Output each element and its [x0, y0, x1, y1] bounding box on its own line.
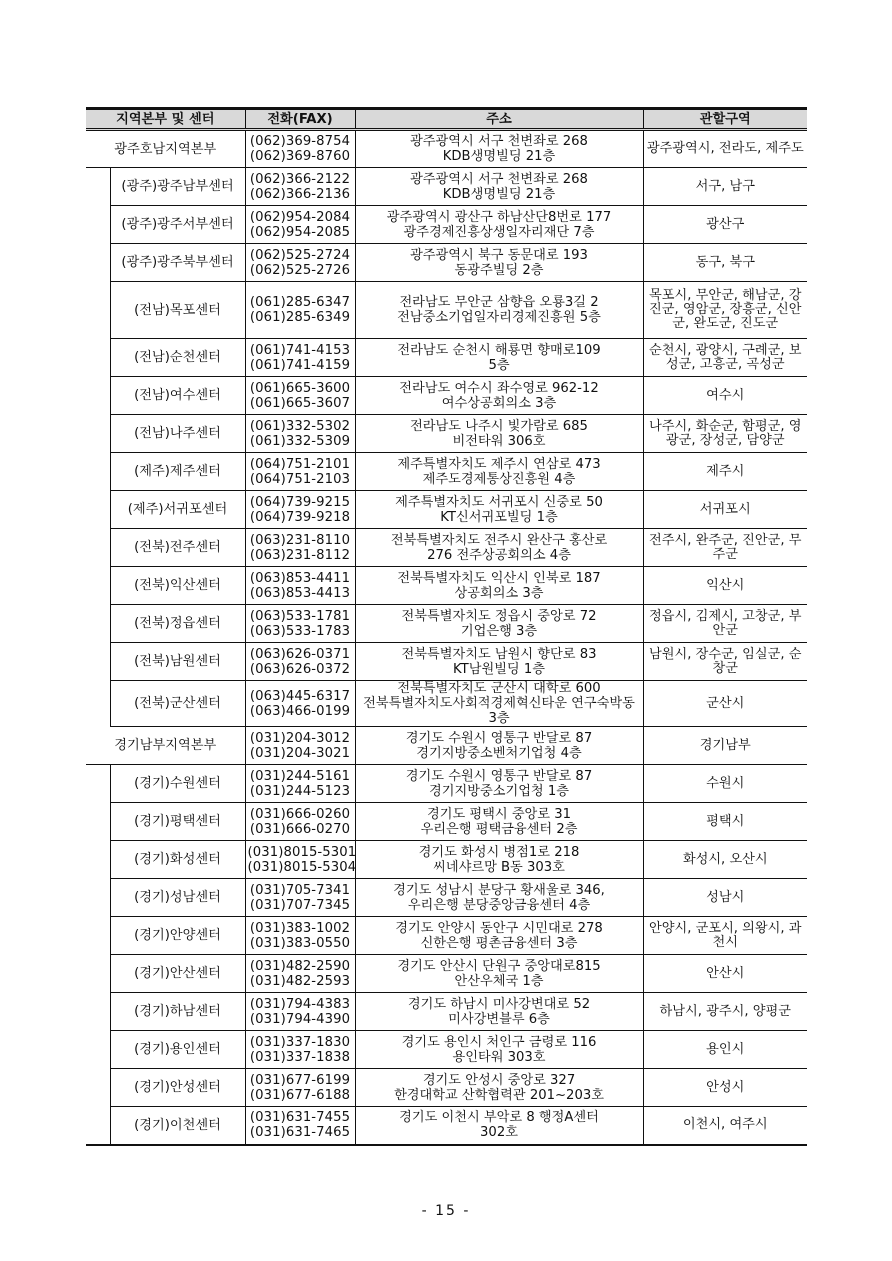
center-name: (전남)순천센터 [110, 339, 245, 377]
address-line-2: 미사강변블루 6층 [448, 1011, 550, 1027]
indent-spacer [86, 605, 110, 643]
center-name: (경기)성남센터 [110, 879, 245, 917]
center-name: (경기)안성센터 [110, 1069, 245, 1107]
address-line-1: 전북특별자치도 전주시 완산구 홍산로 [390, 532, 608, 548]
address-cell [355, 491, 643, 529]
tel-number: (031)8015-5301 [247, 844, 357, 860]
jurisdiction-cell: 제주시 [643, 453, 807, 491]
indent-spacer [86, 917, 110, 955]
region-name: 경기남부지역본부 [86, 727, 245, 765]
phone-cell [245, 529, 355, 567]
address-line-2: 신한은행 평촌금융센터 3층 [420, 935, 578, 951]
indent-spacer [86, 567, 110, 605]
address-line-1: 광주광역시 광산구 하남산단8번로 177 [386, 209, 612, 225]
phone-cell [245, 282, 355, 339]
tel-number: (063)626-0371 [249, 646, 351, 662]
address-line-2: 상공회의소 3층 [454, 585, 544, 601]
phone-cell [245, 993, 355, 1031]
indent-spacer [86, 681, 110, 727]
table-header-row [86, 109, 807, 130]
address-line-2: 276 전주상공회의소 4층 [427, 547, 571, 563]
address-line-2: 5층 [488, 357, 510, 373]
address-cell [355, 377, 643, 415]
address-cell [355, 681, 643, 727]
address-cell [355, 841, 643, 879]
address-cell [355, 244, 643, 282]
address-line-2: KDB생명빌딩 21층 [442, 149, 556, 164]
address-line-1: 전북특별자치도 정읍시 중앙로 72 [401, 608, 597, 624]
address-line-2: 동광주빌딩 2층 [454, 262, 544, 278]
address-line-2: 302호 [480, 1125, 518, 1141]
tel-number: (061)332-5302 [249, 418, 351, 434]
phone-cell [245, 339, 355, 377]
address-line-1: 제주특별자치도 제주시 연삼로 473 [397, 456, 601, 472]
phone-cell [245, 168, 355, 206]
phone-cell [245, 727, 355, 765]
jurisdiction-cell: 동구, 북구 [643, 244, 807, 282]
address-cell [355, 917, 643, 955]
tel-number: (062)366-2122 [249, 171, 351, 187]
address-line-2: 제주도경제통상진흥원 4층 [422, 471, 576, 487]
fax-number: (031)707-7345 [249, 897, 351, 913]
jurisdiction-cell: 안양시, 군포시, 의왕시, 과천시 [643, 917, 807, 955]
phone-cell [245, 1107, 355, 1145]
address-cell [355, 529, 643, 567]
tel-number: (062)954-2084 [249, 209, 351, 225]
fax-number: (061)665-3607 [249, 395, 351, 411]
phone-cell [245, 955, 355, 993]
address-cell [355, 130, 643, 168]
address-line-2: 우리은행 평택금융센터 2층 [420, 821, 578, 837]
address-line-1: 경기도 안성시 중앙로 327 [422, 1072, 576, 1088]
center-row [86, 917, 807, 955]
fax-number: (062)369-8760 [249, 149, 351, 164]
jurisdiction-cell: 서귀포시 [643, 491, 807, 529]
phone-cell [245, 879, 355, 917]
indent-spacer [86, 1031, 110, 1069]
address-line-2: KT남원빌딩 1층 [453, 661, 545, 677]
address-cell [355, 1107, 643, 1145]
jurisdiction-cell: 안산시 [643, 955, 807, 993]
tel-number: (031)383-1002 [249, 920, 351, 936]
fax-number: (031)383-0550 [249, 935, 351, 951]
indent-spacer [86, 339, 110, 377]
center-row [86, 567, 807, 605]
header-phone: 전화(FAX) [245, 109, 355, 130]
center-name: (전남)목포센터 [110, 282, 245, 339]
phone-cell [245, 491, 355, 529]
center-row [86, 339, 807, 377]
fax-number: (061)741-4159 [249, 357, 351, 373]
address-line-1: 경기도 수원시 영통구 반달로 87 [405, 768, 593, 784]
table-body [86, 130, 807, 1145]
address-line-1: 제주특별자치도 서귀포시 신중로 50 [395, 494, 603, 510]
header-address: 주소 [355, 109, 643, 130]
center-name: (제주)제주센터 [110, 453, 245, 491]
center-row [86, 681, 807, 727]
address-line-1: 전북특별자치도 익산시 인북로 187 [397, 570, 601, 586]
indent-spacer [86, 415, 110, 453]
address-cell [355, 1069, 643, 1107]
jurisdiction-cell: 정읍시, 김제시, 고창군, 부안군 [643, 605, 807, 643]
center-row [86, 1107, 807, 1145]
phone-cell [245, 130, 355, 168]
indent-spacer [86, 377, 110, 415]
office-table [86, 107, 807, 1146]
fax-number: (031)8015-5304 [247, 859, 357, 875]
indent-spacer [86, 453, 110, 491]
jurisdiction-cell: 군산시 [643, 681, 807, 727]
tel-number: (061)665-3600 [249, 380, 351, 396]
address-line-2: 경기지방중소벤처기업청 4층 [416, 745, 582, 761]
indent-spacer [86, 841, 110, 879]
address-line-1: 경기도 안양시 동안구 시민대로 278 [395, 920, 603, 936]
fax-number: (031)794-4390 [249, 1011, 351, 1027]
address-line-1: 전라남도 여수시 좌수영로 962-12 [399, 380, 599, 396]
phone-cell [245, 415, 355, 453]
tel-number: (062)369-8754 [249, 134, 351, 149]
address-line-2: 우리은행 분당중앙금융센터 4층 [407, 897, 591, 913]
fax-number: (064)739-9218 [249, 509, 351, 525]
fax-number: (031)677-6188 [249, 1087, 351, 1103]
phone-cell [245, 1069, 355, 1107]
address-line-2: 기업은행 3층 [460, 623, 538, 639]
center-name: (전남)나주센터 [110, 415, 245, 453]
tel-number: (031)631-7455 [249, 1110, 351, 1126]
address-line-2: 용인타워 303호 [452, 1049, 546, 1065]
address-line-1: 전북특별자치도 군산시 대학로 600 [397, 681, 601, 696]
phone-cell [245, 453, 355, 491]
jurisdiction-cell: 안성시 [643, 1069, 807, 1107]
address-cell [355, 765, 643, 803]
address-cell [355, 339, 643, 377]
center-name: (경기)이천센터 [110, 1107, 245, 1145]
phone-cell [245, 803, 355, 841]
address-cell [355, 803, 643, 841]
center-name: (전북)남원센터 [110, 643, 245, 681]
fax-number: (063)231-8112 [249, 547, 351, 563]
fax-number: (031)482-2593 [249, 973, 351, 989]
address-line-2: 안산우체국 1층 [454, 973, 544, 989]
address-line-2: 전남중소기업일자리경제진흥원 5층 [397, 310, 601, 325]
fax-number: (031)204-3021 [249, 745, 351, 761]
center-name: (경기)용인센터 [110, 1031, 245, 1069]
address-line-1: 전라남도 무안군 삼향읍 오룡3길 2 [399, 295, 599, 310]
address-line-2: 한경대학교 산학협력관 201~203호 [394, 1087, 604, 1103]
center-row [86, 765, 807, 803]
address-line-1: 전라남도 나주시 빛가람로 685 [410, 418, 588, 434]
jurisdiction-cell: 하남시, 광주시, 양평군 [643, 993, 807, 1031]
jurisdiction-cell: 광산구 [643, 206, 807, 244]
center-name: (전북)전주센터 [110, 529, 245, 567]
tel-number: (031)794-4383 [249, 996, 351, 1012]
fax-number: (061)285-6349 [249, 310, 351, 325]
center-row [86, 453, 807, 491]
indent-spacer [86, 244, 110, 282]
center-name: (전북)정읍센터 [110, 605, 245, 643]
center-name: (경기)화성센터 [110, 841, 245, 879]
center-row [86, 643, 807, 681]
phone-cell [245, 841, 355, 879]
address-line-1: 전라남도 순천시 해룡면 향매로109 [397, 342, 601, 358]
address-cell [355, 168, 643, 206]
center-row [86, 206, 807, 244]
jurisdiction-cell: 전주시, 완주군, 진안군, 무주군 [643, 529, 807, 567]
address-line-1: 경기도 하남시 미사강변대로 52 [407, 996, 591, 1012]
tel-number: (061)285-6347 [249, 295, 351, 310]
hq-row [86, 130, 807, 168]
center-name: (광주)광주서부센터 [110, 206, 245, 244]
indent-spacer [86, 529, 110, 567]
address-cell [355, 605, 643, 643]
address-cell [355, 643, 643, 681]
fax-number: (062)954-2085 [249, 224, 351, 240]
center-row [86, 377, 807, 415]
tel-number: (064)739-9215 [249, 494, 351, 510]
fax-number: (062)525-2726 [249, 262, 351, 278]
phone-cell [245, 567, 355, 605]
fax-number: (063)626-0372 [249, 661, 351, 677]
indent-spacer [86, 643, 110, 681]
fax-number: (031)631-7465 [249, 1125, 351, 1141]
jurisdiction-cell: 경기남부 [643, 727, 807, 765]
center-row [86, 491, 807, 529]
fax-number: (063)466-0199 [249, 703, 351, 719]
address-line-2: KDB생명빌딩 21층 [442, 186, 556, 202]
center-row [86, 879, 807, 917]
center-name: (제주)서귀포센터 [110, 491, 245, 529]
fax-number: (031)337-1838 [249, 1049, 351, 1065]
indent-spacer [86, 955, 110, 993]
center-name: (경기)하남센터 [110, 993, 245, 1031]
tel-number: (063)445-6317 [249, 688, 351, 704]
tel-number: (031)666-0260 [249, 806, 351, 822]
indent-spacer [86, 168, 110, 206]
tel-number: (031)677-6199 [249, 1072, 351, 1088]
fax-number: (063)533-1783 [249, 623, 351, 639]
center-row [86, 841, 807, 879]
address-cell [355, 282, 643, 339]
jurisdiction-cell: 남원시, 장수군, 임실군, 순창군 [643, 643, 807, 681]
jurisdiction-cell: 이천시, 여주시 [643, 1107, 807, 1145]
phone-cell [245, 1031, 355, 1069]
jurisdiction-cell: 순천시, 광양시, 구례군, 보성군, 고흥군, 곡성군 [643, 339, 807, 377]
jurisdiction-cell: 수원시 [643, 765, 807, 803]
phone-cell [245, 917, 355, 955]
jurisdiction-cell: 화성시, 오산시 [643, 841, 807, 879]
tel-number: (061)741-4153 [249, 342, 351, 358]
indent-spacer [86, 1069, 110, 1107]
center-name: (경기)안산센터 [110, 955, 245, 993]
address-line-1: 광주광역시 서구 천변좌로 268 [410, 134, 588, 149]
address-line-2: 씨네샤르망 B동 303호 [433, 859, 565, 875]
region-name: 광주호남지역본부 [86, 130, 245, 168]
center-row [86, 1069, 807, 1107]
tel-number: (031)337-1830 [249, 1034, 351, 1050]
indent-spacer [86, 1107, 110, 1145]
tel-number: (063)231-8110 [249, 532, 351, 548]
jurisdiction-cell: 성남시 [643, 879, 807, 917]
phone-cell [245, 377, 355, 415]
page-number: - 15 - [421, 1203, 471, 1219]
tel-number: (031)705-7341 [249, 882, 351, 898]
center-row [86, 244, 807, 282]
address-line-1: 경기도 용인시 처인구 금령로 116 [401, 1034, 597, 1050]
fax-number: (061)332-5309 [249, 433, 351, 449]
address-line-1: 경기도 평택시 중앙로 31 [427, 806, 572, 822]
jurisdiction-cell: 여수시 [643, 377, 807, 415]
center-row [86, 803, 807, 841]
jurisdiction-cell: 용인시 [643, 1031, 807, 1069]
header-jurisdiction: 관할구역 [643, 109, 807, 130]
address-line-2: 광주경제진흥상생일자리재단 7층 [403, 224, 595, 240]
tel-number: (062)525-2724 [249, 247, 351, 263]
center-name: (광주)광주북부센터 [110, 244, 245, 282]
tel-number: (031)204-3012 [249, 730, 351, 746]
center-row [86, 529, 807, 567]
tel-number: (063)853-4411 [249, 570, 351, 586]
indent-spacer [86, 765, 110, 803]
jurisdiction-cell: 평택시 [643, 803, 807, 841]
center-row [86, 415, 807, 453]
center-row [86, 605, 807, 643]
fax-number: (063)853-4413 [249, 585, 351, 601]
tel-number: (064)751-2101 [249, 456, 351, 472]
fax-number: (031)244-5123 [249, 783, 351, 799]
phone-cell [245, 765, 355, 803]
phone-cell [245, 605, 355, 643]
center-name: (광주)광주남부센터 [110, 168, 245, 206]
address-line-2: 전북특별자치도사회적경제혁신타운 연구숙박동 3층 [363, 696, 635, 726]
address-cell [355, 415, 643, 453]
indent-spacer [86, 879, 110, 917]
center-row [86, 282, 807, 339]
indent-spacer [86, 803, 110, 841]
fax-number: (031)666-0270 [249, 821, 351, 837]
phone-cell [245, 206, 355, 244]
address-line-1: 경기도 화성시 병점1로 218 [418, 844, 580, 860]
address-line-1: 전북특별자치도 남원시 향단로 83 [401, 646, 597, 662]
indent-spacer [86, 993, 110, 1031]
address-cell [355, 955, 643, 993]
header-region: 지역본부 및 센터 [86, 109, 245, 130]
center-row [86, 168, 807, 206]
tel-number: (031)482-2590 [249, 958, 351, 974]
address-line-2: 경기지방중소기업청 1층 [429, 783, 569, 799]
center-row [86, 955, 807, 993]
center-name: (전남)여수센터 [110, 377, 245, 415]
phone-cell [245, 244, 355, 282]
address-cell [355, 727, 643, 765]
address-line-1: 경기도 수원시 영통구 반달로 87 [405, 730, 593, 746]
indent-spacer [86, 282, 110, 339]
address-line-1: 경기도 안산시 단원구 중앙대로815 [397, 958, 601, 974]
center-name: (전북)군산센터 [110, 681, 245, 727]
address-cell [355, 453, 643, 491]
phone-cell [245, 681, 355, 727]
address-line-1: 광주광역시 북구 동문대로 193 [410, 247, 588, 263]
center-row [86, 993, 807, 1031]
phone-cell [245, 643, 355, 681]
address-line-2: 여수상공회의소 3층 [441, 395, 557, 411]
address-line-2: 비전타워 306호 [452, 433, 546, 449]
indent-spacer [86, 491, 110, 529]
address-line-1: 광주광역시 서구 천변좌로 268 [410, 171, 588, 187]
office-directory [86, 107, 807, 1146]
address-cell [355, 567, 643, 605]
jurisdiction-cell: 서구, 남구 [643, 168, 807, 206]
jurisdiction-cell: 익산시 [643, 567, 807, 605]
address-cell [355, 993, 643, 1031]
address-cell [355, 1031, 643, 1069]
tel-number: (063)533-1781 [249, 608, 351, 624]
jurisdiction-cell: 광주광역시, 전라도, 제주도 [643, 130, 807, 168]
address-line-1: 경기도 이천시 부악로 8 행정A센터 [399, 1110, 599, 1126]
address-cell [355, 206, 643, 244]
center-row [86, 1031, 807, 1069]
address-cell [355, 879, 643, 917]
center-name: (경기)수원센터 [110, 765, 245, 803]
jurisdiction-cell: 나주시, 화순군, 함평군, 영광군, 장성군, 담양군 [643, 415, 807, 453]
jurisdiction-cell: 목포시, 무안군, 해남군, 강진군, 영암군, 장흥군, 신안군, 완도군, 진도군 [643, 282, 807, 339]
indent-spacer [86, 206, 110, 244]
address-line-2: KT신서귀포빌딩 1층 [440, 509, 558, 525]
center-name: (경기)안양센터 [110, 917, 245, 955]
fax-number: (064)751-2103 [249, 471, 351, 487]
tel-number: (031)244-5161 [249, 768, 351, 784]
fax-number: (062)366-2136 [249, 186, 351, 202]
center-name: (경기)평택센터 [110, 803, 245, 841]
address-line-1: 경기도 성남시 분당구 황새울로 346, [393, 882, 605, 898]
center-name: (전북)익산센터 [110, 567, 245, 605]
hq-row [86, 727, 807, 765]
